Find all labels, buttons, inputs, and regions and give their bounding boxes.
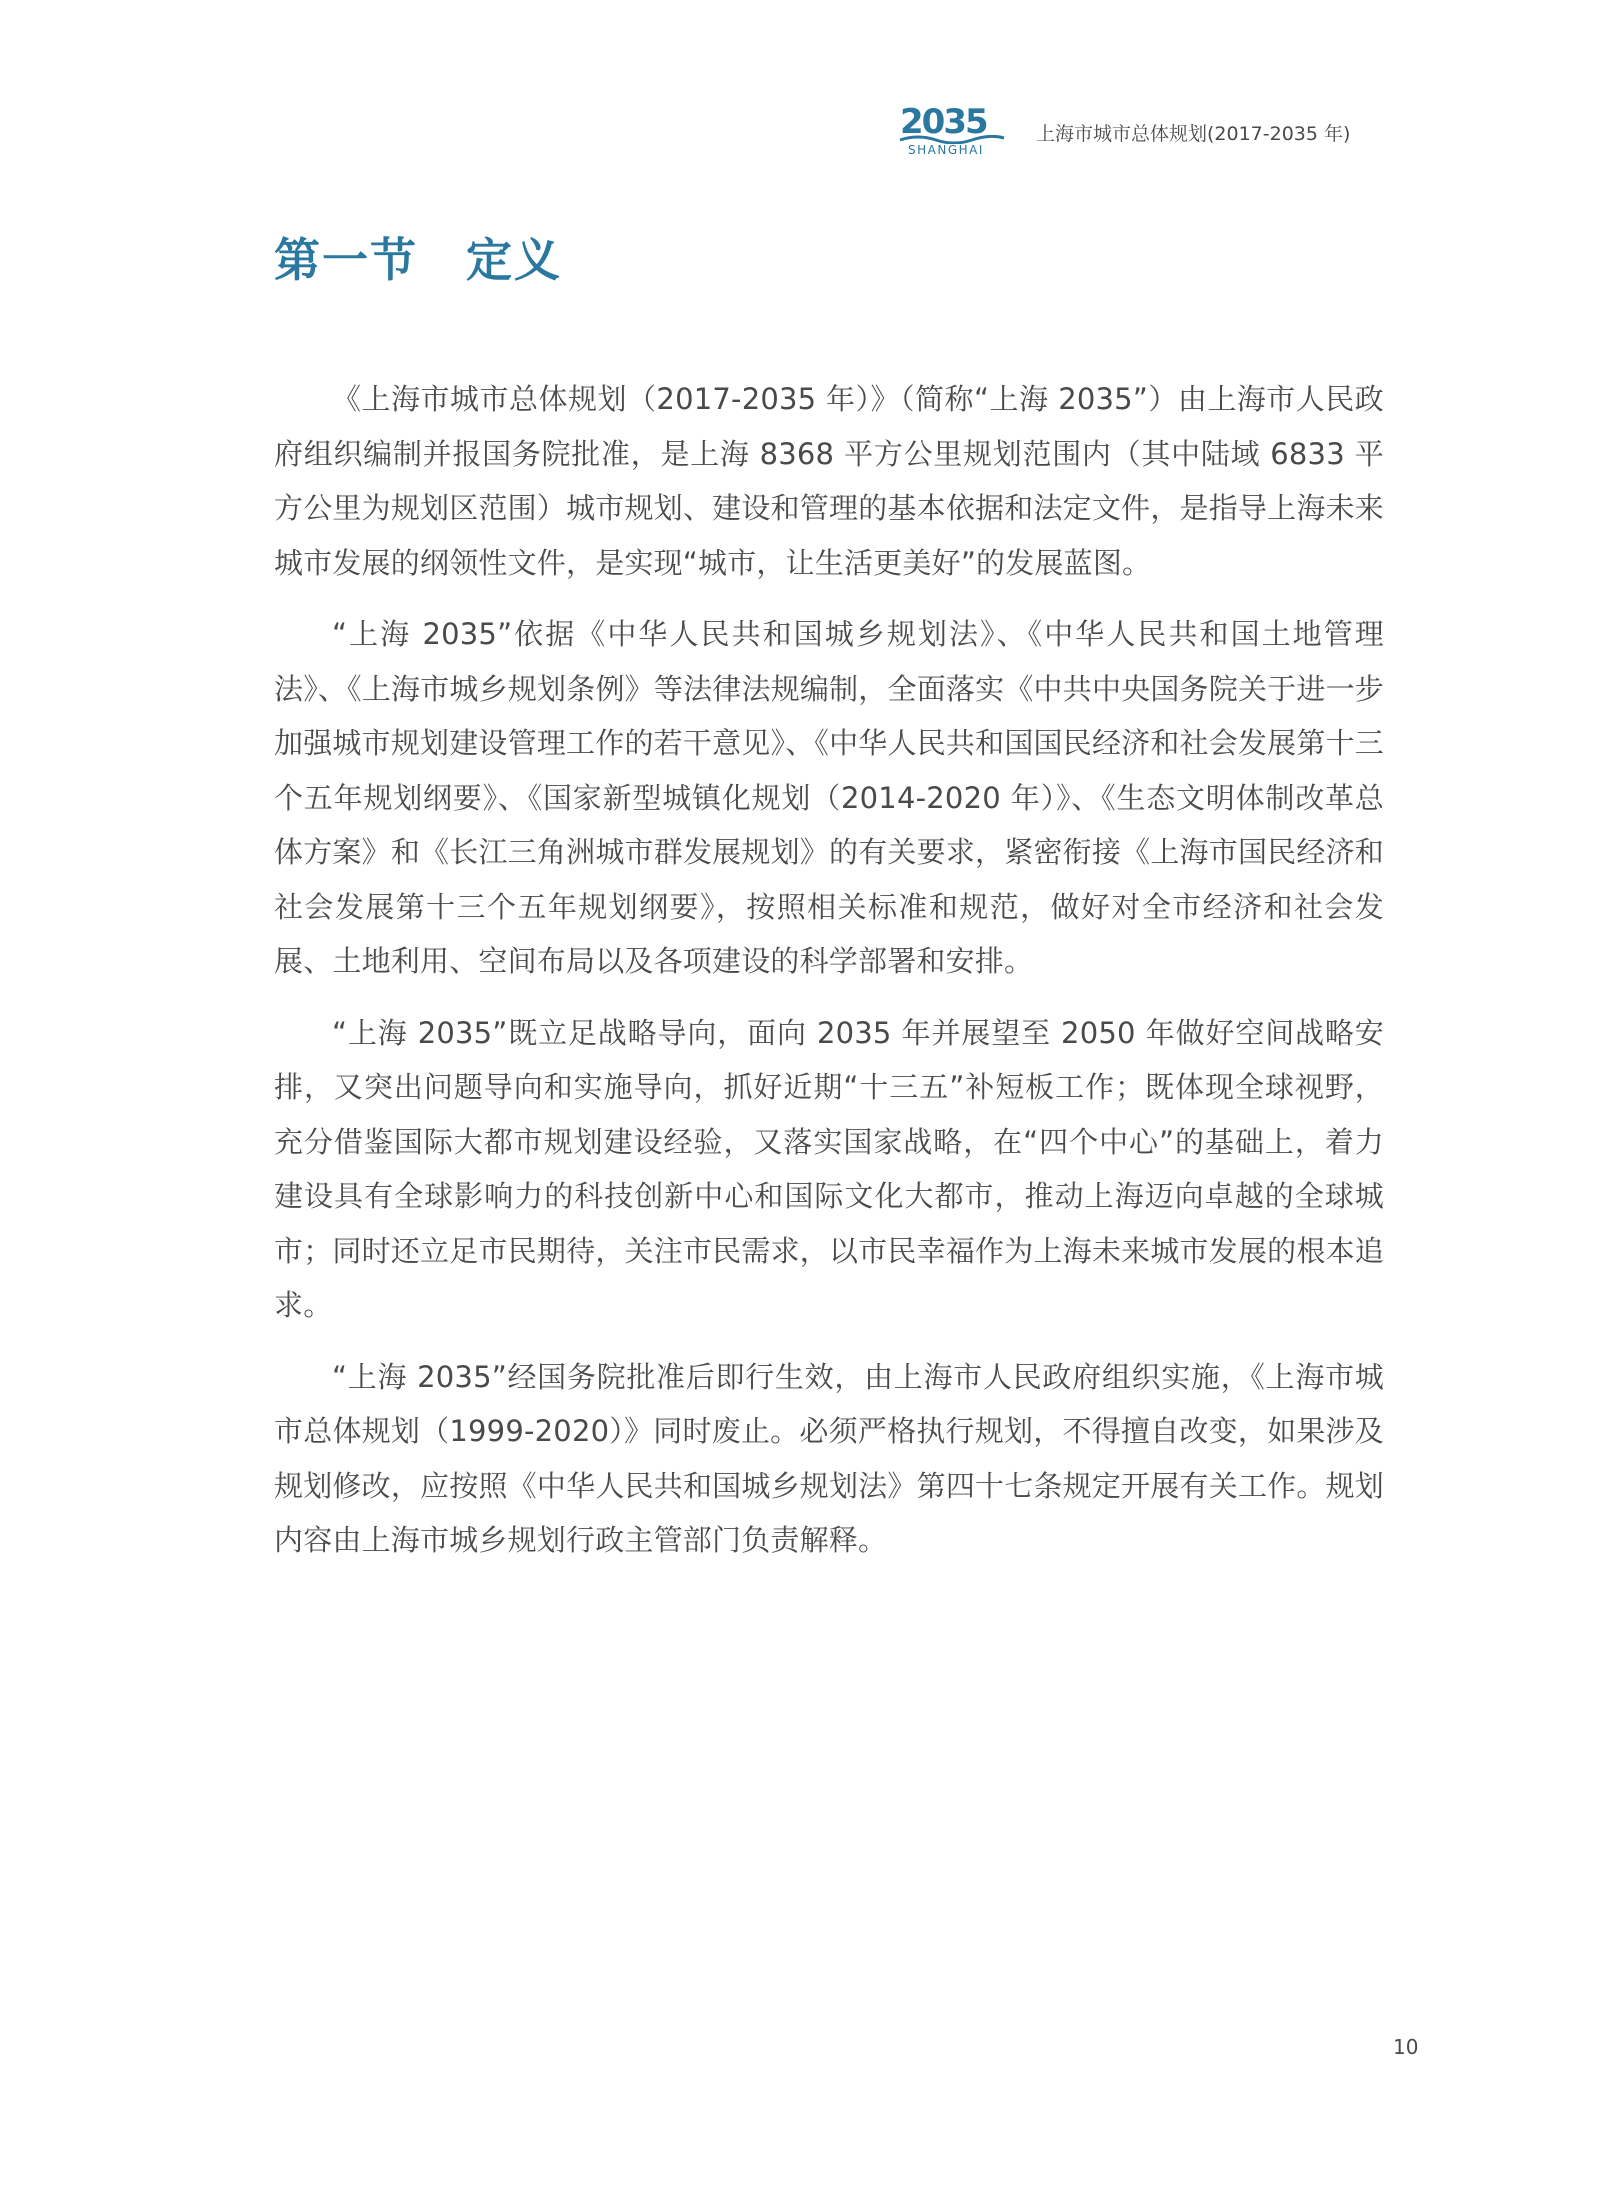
page-number: 10 xyxy=(1393,2035,1419,2059)
document-title: 上海市城市总体规划(2017-2035 年) xyxy=(1036,123,1351,145)
page-header xyxy=(896,104,1396,164)
paragraph: “上海 2035”依据《中华人民共和国城乡规划法》、《中华人民共和国土地管理法》、《上海市城乡规划条例》等法律法规编制，全面落实《中共中央国务院关于进一步加强城市规划建设管理工作的若干意见》、《中华人民共和国国民经济和社会发展第十三个五年规划纲要》、《国家新型城镇化规划（2014-2020 年）》、《生态文明体制改革总体方案》和《长江三角洲城市群发展规划》的有关要求，紧密衔接《上海市国民经济和社会发展第十三个五年规划纲要》，按照相关标准和规范，做好对全市经济和社会发展、土地利用、空间布局以及各项建设的科学部署和安排。 xyxy=(274,617,1384,978)
section-title: 第一节 定义 xyxy=(274,233,562,287)
paragraph: 《上海市城市总体规划（2017-2035 年）》（简称“上海 2035”）由上海市人民政府组织编制并报国务院批准，是上海 8368 平方公里规划范围内（其中陆域 6833 平方公里为规划区范围）城市规划、建设和管理的基本依据和法定文件，是指导上海未来城市发展的纲领性文件，是实现“城市，让生活更美好”的发展蓝图。 xyxy=(274,382,1384,580)
logo-number: 2035 xyxy=(900,102,987,142)
document-body xyxy=(274,372,1384,1585)
shanghai-2035-logo xyxy=(896,104,1008,164)
paragraph: “上海 2035”经国务院批准后即行生效，由上海市人民政府组织实施，《上海市城市总体规划（1999-2020）》同时废止。必须严格执行规划，不得擅自改变，如果涉及规划修改，应按照《中华人民共和国城乡规划法》第四十七条规定开展有关工作。规划内容由上海市城乡规划行政主管部门负责解释。 xyxy=(274,1359,1384,1557)
logo-city-text: SHANGHAI xyxy=(908,143,984,157)
paragraph: “上海 2035”既立足战略导向，面向 2035 年并展望至 2050 年做好空间战略安排，又突出问题导向和实施导向，抓好近期“十三五”补短板工作；既体现全球视野，充分借鉴国际大都市规划建设经验，又落实国家战略，在“四个中心”的基础上，着力建设具有全球影响力的科技创新中心和国际文化大都市，推动上海迈向卓越的全球城市；同时还立足市民期待，关注市民需求，以市民幸福作为上海未来城市发展的根本追求。 xyxy=(274,1015,1384,1322)
